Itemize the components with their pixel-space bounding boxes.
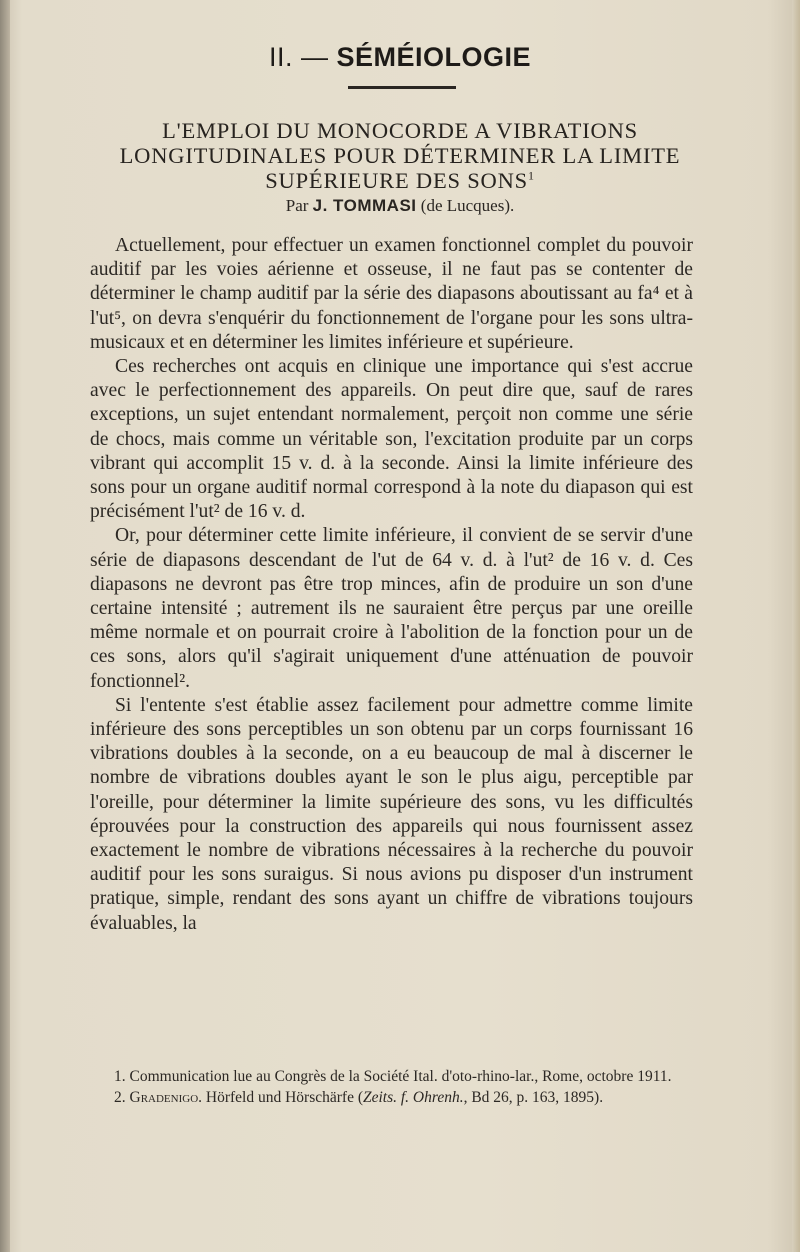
- page-edge: [792, 0, 800, 1252]
- author-affiliation: (de Lucques).: [420, 196, 515, 215]
- byline-prefix: Par: [285, 196, 309, 215]
- paragraph: Actuellement, pour effectuer un examen fonctionnel complet du pouvoir auditif par les voies aérienne et osseuse, il ne faut pas se contenter de déterminer le champ auditif par la série des diapasons aboutissant au fa⁴ et à l'ut⁵, on devra s'enquérir du fonctionnement de l'organe pour les sons ultra-musicaux et en déterminer les limites inférieure et supérieure.: [90, 235, 693, 353]
- paragraph: Or, pour déterminer cette limite inférieure, il convient de se servir d'une série de diapasons descendant de l'ut de 64 v. d. à l'ut² de 16 v. d. Ces diapasons ne devront pas être trop minces, afin de produire un son d'une certaine intensité ; autrement ils ne sauraient être perçus par une oreille même normale et on pourrait croire à l'abolition de la fonction pour un de ces sons, alors qu'il s'agirait uniquement d'une atténuation de pouvoir fonctionnel².: [90, 525, 693, 692]
- footnote-journal: Zeits. f. Ohrenh.: [362, 1089, 464, 1106]
- article-body: [90, 234, 693, 936]
- article-title-text: L'EMPLOI DU MONOCORDE A VIBRATIONS LONGITUDINALES POUR DÉTERMINER LA LIMITE SUPÉRIEURE DES SONS: [119, 118, 681, 193]
- author-name: J. TOMMASI: [312, 196, 417, 215]
- footnotes: [90, 1068, 693, 1110]
- section-title: SÉMÉIOLOGIE: [336, 42, 532, 72]
- section-dash: —: [300, 42, 329, 72]
- byline: [0, 196, 800, 216]
- paragraph: Ces recherches ont acquis en clinique une importance qui s'est accrue avec le perfectionnement des appareils. On peut dire que, sauf de rares exceptions, un sujet entendant normalement, perçoit non comme une série de chocs, mais comme un véritable son, l'excitation produite par un corps vibrant qui accomplit 15 v. d. à la seconde. Ainsi la limite inférieure des sons pour un organe auditif normal correspond à la note du diapason qui est précisément l'ut² de 16 v. d.: [90, 356, 693, 523]
- article-title: [90, 118, 710, 193]
- footnote: [90, 1068, 693, 1086]
- footnote-number: 1.: [114, 1068, 126, 1085]
- footnote-text-after: , Bd 26, p. 163, 1895).: [463, 1089, 604, 1106]
- section-numeral: II.: [268, 42, 293, 72]
- binding-gutter: [0, 0, 10, 1252]
- footnote-author: Gradenigo.: [129, 1089, 203, 1106]
- footnote-text: Communication lue au Congrès de la Société Ital. d'oto-rhino-lar., Rome, octobre 1911.: [129, 1068, 672, 1085]
- title-footnote-mark: 1: [527, 168, 535, 183]
- section-heading: [0, 42, 800, 73]
- footnote-number: 2.: [114, 1089, 126, 1106]
- footnote: [90, 1089, 693, 1107]
- title-underline: [348, 86, 456, 89]
- paragraph: Si l'entente s'est établie assez facilement pour admettre comme limite inférieure des sons perceptibles un son obtenu par un corps fournissant 16 vibrations doubles à la seconde, on a eu beaucoup de mal à discerner le nombre de vibrations doubles ayant le son le plus aigu, perceptible par l'oreille, pour déterminer la limite supérieure des sons, vu les difficultés éprouvées pour la construction des appareils qui nous fournissent assez exactement le nombre de vibrations nécessaires à la recherche du pouvoir auditif pour les sons suraigus. Si nous avions pu disposer d'un instrument pratique, simple, rendant des sons ayant un chiffre de vibrations toujours évaluables, la: [90, 694, 693, 934]
- footnote-text-before: Hörfeld und Hörschärfe (: [205, 1089, 363, 1106]
